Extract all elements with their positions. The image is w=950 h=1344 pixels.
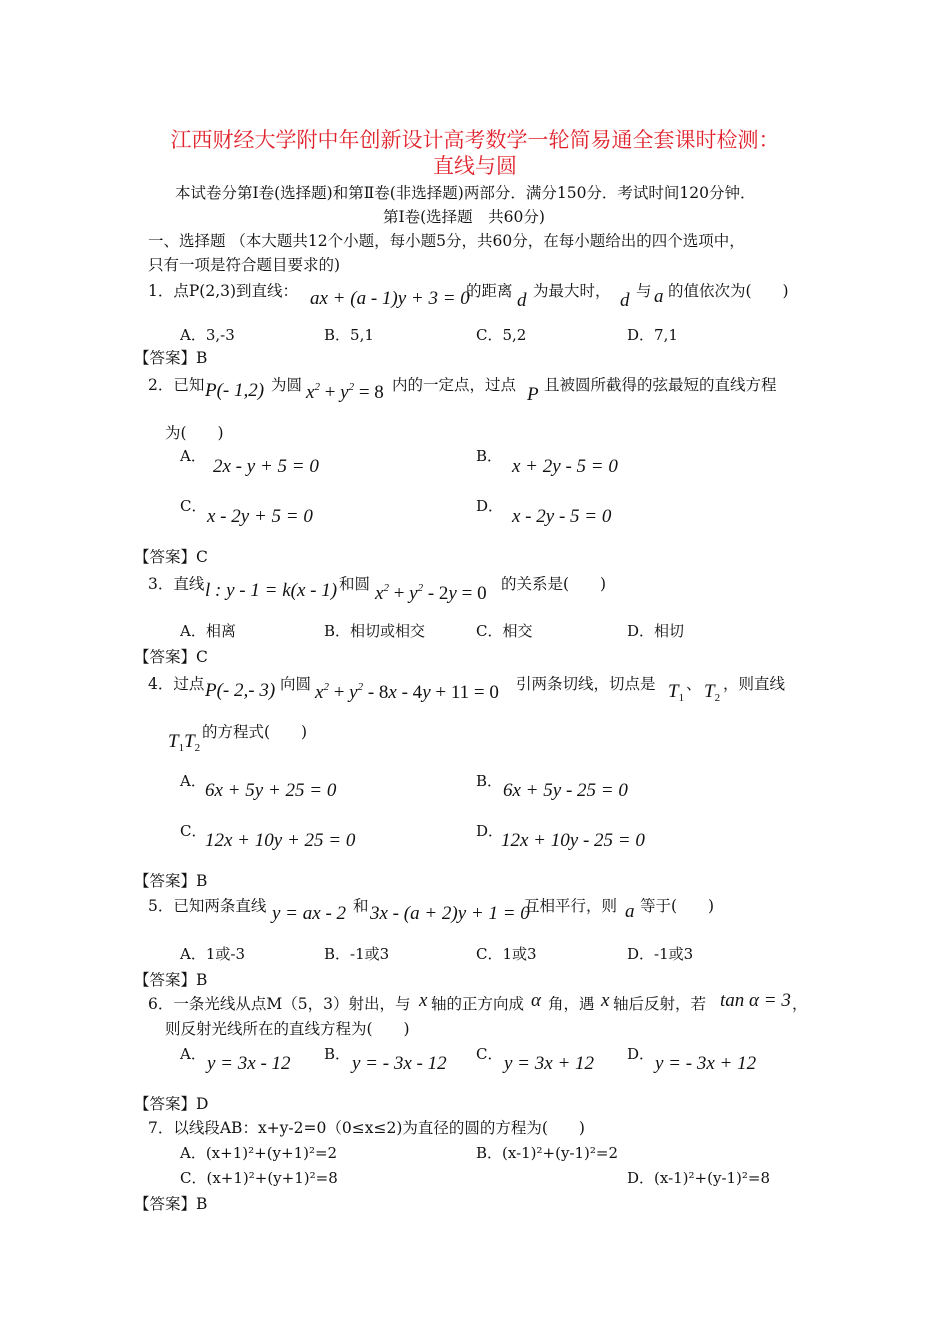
q6-answer: 【答案】D	[134, 1095, 209, 1113]
q2-option-d: x - 2y - 5 = 0	[512, 506, 612, 527]
q2-option-c-label: C．	[180, 497, 207, 515]
q2-option-a-label: A．	[180, 447, 206, 465]
q2-option-c: x - 2y + 5 = 0	[207, 506, 313, 527]
q4-option-b: 6x + 5y - 25 = 0	[503, 780, 628, 801]
q5-line-1: y = ax - 2	[272, 903, 347, 924]
q3-option-a: A．相离	[180, 622, 236, 640]
q6-text-line-2: 则反射光线所在的直线方程为( )	[165, 1020, 410, 1038]
q3-option-b: B．相切或相交	[324, 622, 426, 640]
section-heading-line-1: 一、选择题 （本大题共12个小题，每小题5分，共60分，在每小题给出的四个选项中，	[148, 232, 745, 250]
q4-circle-equation: $x^2 + y^2 - 8x - 4y + 11 = 0$	[315, 681, 499, 703]
q1-answer: 【答案】B	[134, 349, 208, 367]
q6-text-5: ，	[792, 995, 808, 1013]
q6-option-c: y = 3x + 12	[504, 1053, 595, 1074]
q5-option-c: C．1或3	[476, 945, 537, 963]
q6-text-4: 轴后反射，若	[613, 995, 707, 1013]
q2-var-p: P	[527, 384, 539, 405]
q7-option-b: B．(x-1)²+(y-1)²=2	[476, 1144, 619, 1162]
q3-text-1: 3．直线	[148, 575, 205, 593]
document-title-line-1: 江西财经大学附中年创新设计高考数学一轮简易通全套课时检测：	[170, 128, 780, 152]
q4-option-d-label: D．	[476, 822, 504, 840]
section-heading-line-2: 只有一项是符合题目要求的)	[148, 256, 341, 274]
q5-text-2: 和	[353, 897, 369, 915]
q1-option-d: D．7,1	[627, 326, 678, 344]
q1-var-d: d	[517, 290, 527, 311]
q1-option-c: C．5,2	[476, 326, 527, 344]
q5-line-2: 3x - (a + 2)y + 1 = 0	[370, 903, 530, 924]
q5-option-d: D．-1或3	[627, 945, 694, 963]
q4-option-d: 12x + 10y - 25 = 0	[501, 830, 645, 851]
q1-line-equation: ax + (a - 1)y + 3 = 0	[310, 288, 470, 309]
q4-text-2: 向圆	[280, 675, 312, 693]
q2-option-b: x + 2y - 5 = 0	[512, 456, 618, 477]
q6-tan-condition: tan α = 3	[720, 990, 791, 1011]
q6-option-c-label: C．	[476, 1045, 503, 1063]
q5-text-3: 互相平行，则	[524, 897, 618, 915]
q5-text-4: 等于( )	[640, 897, 715, 915]
q6-option-d-label: D．	[627, 1045, 655, 1063]
q1-text-1: 1．点P(2,3)到直线：	[148, 282, 299, 300]
q4-line-t1t2: $T_1T_2$	[168, 731, 201, 754]
q1-option-b: B．5,1	[324, 326, 374, 344]
q2-text-4: 且被圆所截得的弦最短的直线方程	[544, 376, 777, 394]
q5-text-1: 5．已知两条直线	[148, 897, 267, 915]
q4-text-5: ，则直线	[723, 675, 786, 693]
q4-option-b-label: B．	[476, 772, 503, 790]
q4-option-c: 12x + 10y + 25 = 0	[205, 830, 356, 851]
q6-option-d: y = - 3x + 12	[655, 1053, 757, 1074]
q5-option-b: B．-1或3	[324, 945, 390, 963]
q4-answer: 【答案】B	[134, 872, 208, 890]
q4-point-t2: $T_2$	[704, 681, 721, 704]
q6-text-3: 角，遇	[548, 995, 595, 1013]
q4-text-1: 4．过点	[148, 675, 205, 693]
q2-option-d-label: D．	[476, 497, 504, 515]
q6-option-a-label: A．	[180, 1045, 206, 1063]
q2-circle-equation: $x^2 + y^2 = 8$	[306, 381, 384, 403]
q6-text-1: 6．一条光线从点M（5，3）射出，与	[148, 995, 411, 1013]
q1-option-a: A．3,-3	[180, 326, 235, 344]
q5-var-a: a	[625, 901, 635, 922]
q7-text-1: 7．以线段AB：x+y-2=0（0≤x≤2)为直径的圆的方程为( )	[148, 1119, 585, 1137]
q3-text-2: 和圆	[339, 575, 371, 593]
q3-line-equation: l : y - 1 = k(x - 1)	[205, 580, 338, 601]
q2-text-3: 内的一定点，过点	[392, 376, 517, 394]
q6-option-b-label: B．	[324, 1045, 351, 1063]
q1-text-2: 的距离	[466, 282, 513, 300]
q4-text-3: 引两条切线，切点是	[516, 675, 656, 693]
q7-option-d: D．(x-1)²+(y-1)²=8	[627, 1169, 771, 1187]
q4-option-c-label: C．	[180, 822, 207, 840]
q4-option-a-label: A．	[180, 772, 206, 790]
q2-option-a: 2x - y + 5 = 0	[213, 456, 319, 477]
q7-option-c: C．(x+1)²+(y+1)²=8	[180, 1169, 338, 1187]
q1-var-a: a	[654, 286, 664, 307]
q6-text-2: 轴的正方向成	[431, 995, 525, 1013]
document-title-line-2: 直线与圆	[433, 154, 517, 178]
q2-text-5: 为( )	[165, 424, 224, 442]
q3-circle-equation: $x^2 + y^2 - 2y = 0$	[375, 582, 487, 604]
q4-text-6: 的方程式( )	[202, 723, 308, 741]
q2-text-2: 为圆	[271, 376, 303, 394]
q6-var-x-2: x	[601, 990, 610, 1011]
q6-var-alpha: α	[531, 990, 541, 1011]
q4-text-4: 、	[686, 675, 702, 693]
q4-option-a: 6x + 5y + 25 = 0	[205, 780, 337, 801]
q5-answer: 【答案】B	[134, 971, 208, 989]
q6-option-a: y = 3x - 12	[207, 1053, 291, 1074]
q3-option-c: C．相交	[476, 622, 533, 640]
q4-point-t1: $T_1$	[668, 681, 685, 704]
q7-option-a: A．(x+1)²+(y+1)²=2	[180, 1144, 338, 1162]
exam-intro: 本试卷分第Ⅰ卷(选择题)和第Ⅱ卷(非选择题)两部分．满分150分．考试时间120分钟．	[175, 184, 756, 202]
q6-var-x: x	[419, 990, 428, 1011]
q2-point-p: P(- 1,2)	[205, 380, 265, 401]
q2-option-b-label: B．	[476, 447, 503, 465]
q3-answer: 【答案】C	[134, 648, 208, 666]
q5-option-a: A．1或-3	[180, 945, 245, 963]
q6-option-b: y = - 3x - 12	[352, 1053, 447, 1074]
q2-text-1: 2．已知	[148, 376, 205, 394]
q1-text-3: 为最大时，	[533, 282, 611, 300]
q1-text-5: 的值依次为( )	[668, 282, 789, 300]
q1-text-4: 与	[636, 282, 652, 300]
q1-var-d-2: d	[620, 290, 630, 311]
volume-heading: 第Ⅰ卷(选择题 共60分)	[383, 208, 545, 226]
q7-answer: 【答案】B	[134, 1195, 208, 1213]
q4-point-p: P(- 2,- 3)	[205, 680, 276, 701]
q3-text-3: 的关系是( )	[501, 575, 607, 593]
q2-answer: 【答案】C	[134, 548, 208, 566]
q3-option-d: D．相切	[627, 622, 685, 640]
